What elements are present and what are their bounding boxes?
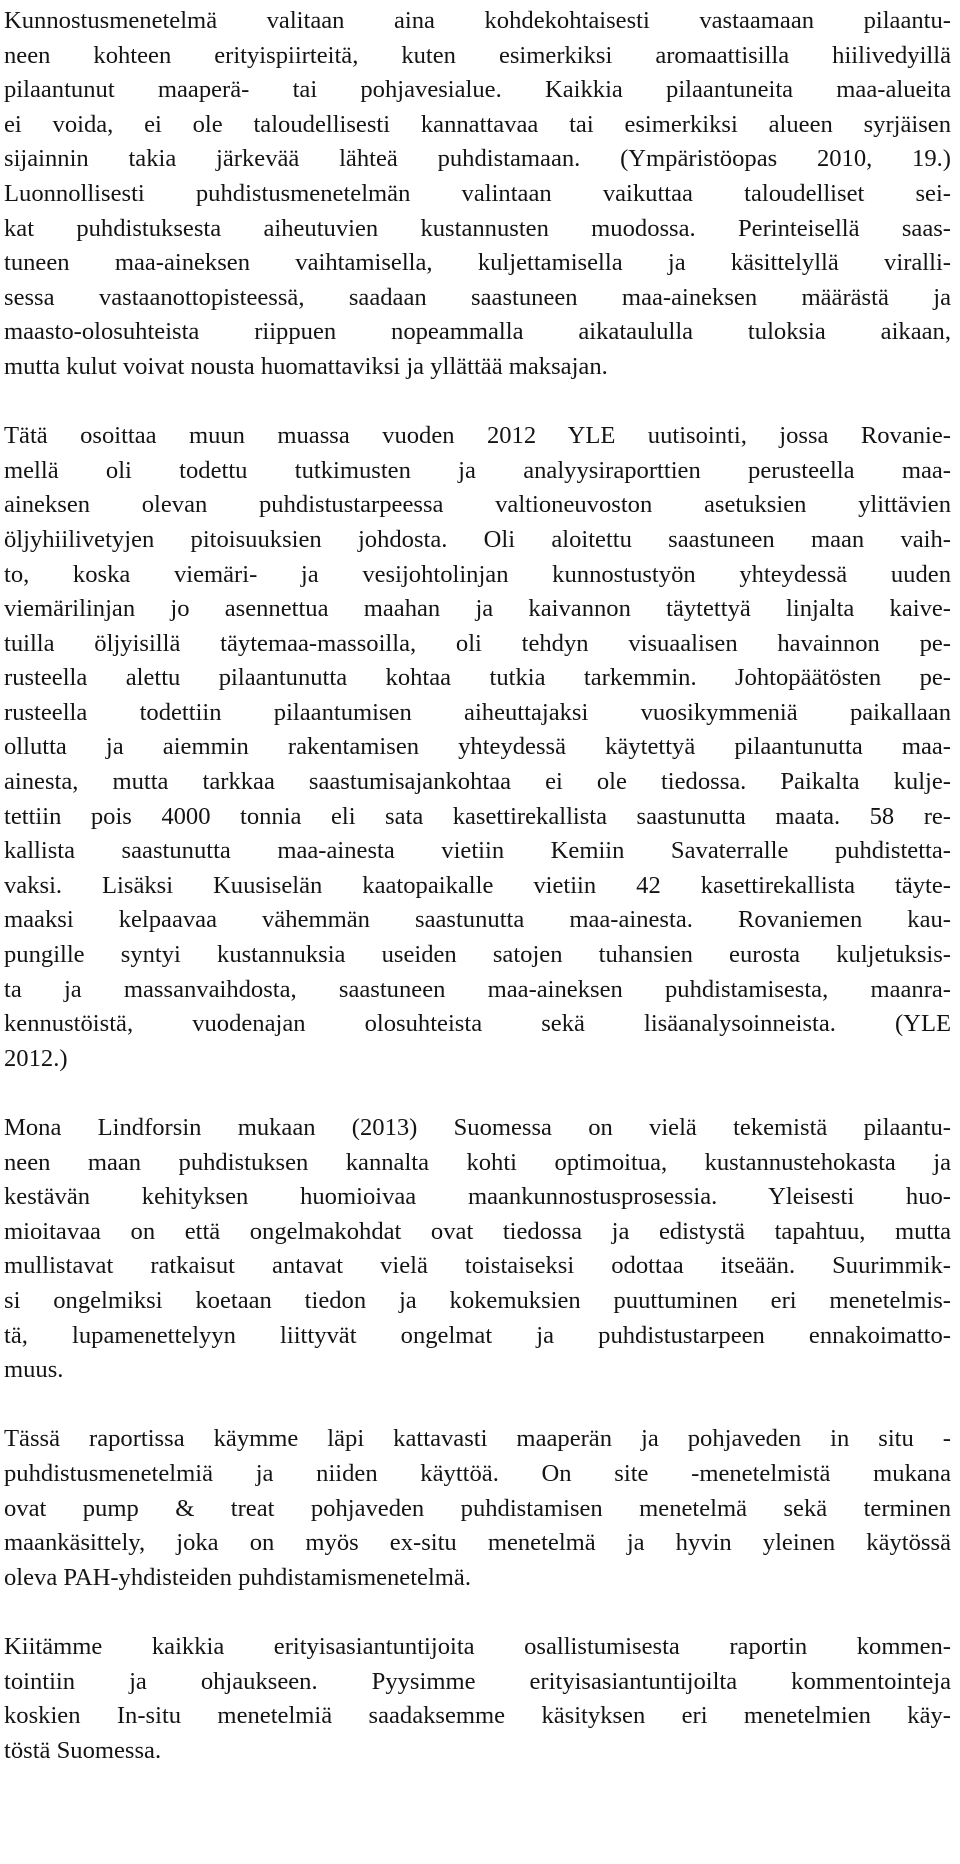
- text-line: Kiitämme kaikkia erityisasiantuntijoita osallistumisesta raportin kommen-: [4, 1632, 951, 1660]
- text-line: ei voida, ei ole taloudellisesti kannattavaa tai esimerkiksi alueen syrjäisen: [4, 110, 951, 138]
- text-line: rusteella todettiin pilaantumisen aiheuttajaksi vuosikymmeniä paikallaan: [4, 698, 951, 726]
- body-paragraph-2: [4, 419, 951, 1076]
- text-line: Tätä osoittaa muun muassa vuoden 2012 YLE uutisointi, jossa Rovanie-: [4, 422, 951, 450]
- text-line: mullistavat ratkaisut antavat vielä toistaiseksi odottaa itseään. Suurimmik-: [4, 1252, 951, 1280]
- text-line: kallista saastunutta maa-ainesta vietiin Kemiin Savaterralle puhdistetta-: [4, 837, 951, 865]
- text-line: Kunnostusmenetelmä valitaan aina kohdekohtaisesti vastaamaan pilaantu-: [4, 7, 951, 34]
- text-line: kennustöistä, vuodenajan olosuhteista sekä lisäanalysoinneista. (YLE: [4, 1010, 951, 1038]
- text-line: mutta kulut voivat nousta huomattaviksi ja yllättää maksajan.: [4, 352, 608, 380]
- text-line: maasto-olosuhteista riippuen nopeammalla aikataululla tuloksia aikaan,: [4, 318, 951, 346]
- text-line: sessa vastaanottopisteessä, saadaan saastuneen maa-aineksen määrästä ja: [4, 283, 951, 311]
- text-line: oleva PAH-yhdisteiden puhdistamismenetelmä.: [4, 1563, 471, 1591]
- text-line: ovat pump & treat pohjaveden puhdistamisen menetelmä sekä terminen: [4, 1494, 951, 1522]
- text-line: mioitavaa on että ongelmakohdat ovat tiedossa ja edistystä tapahtuu, mutta: [4, 1217, 951, 1245]
- paragraph-gap: [4, 1076, 951, 1111]
- text-line: tointiin ja ohjaukseen. Pyysimme erityisasiantuntijoilta kommentointeja: [4, 1667, 951, 1695]
- body-paragraph-3: [4, 1111, 951, 1388]
- text-line: Luonnollisesti puhdistusmenetelmän valintaan vaikuttaa taloudelliset sei-: [4, 179, 951, 207]
- text-line: pilaantunut maaperä- tai pohjavesialue. Kaikkia pilaantuneita maa-alueita: [4, 76, 951, 104]
- body-paragraph-1: [4, 4, 951, 385]
- text-line: 2012.): [4, 1044, 68, 1072]
- text-line: kat puhdistuksesta aiheutuvien kustannusten muodossa. Perinteisellä saas-: [4, 214, 951, 242]
- text-line: muus.: [4, 1356, 64, 1384]
- text-line: viemärilinjan jo asennettua maahan ja kaivannon täytettyä linjalta kaive-: [4, 595, 951, 623]
- text-line: neen maan puhdistuksen kannalta kohti optimoitua, kustannustehokasta ja: [4, 1148, 951, 1176]
- text-line: sijainnin takia järkevää lähteä puhdistamaan. (Ympäristöopas 2010, 19.): [4, 145, 951, 173]
- text-line: maaksi kelpaavaa vähemmän saastunutta maa-ainesta. Rovaniemen kau-: [4, 906, 951, 934]
- text-line: pungille syntyi kustannuksia useiden satojen tuhansien eurosta kuljetuksis-: [4, 941, 951, 969]
- paragraph-gap: [4, 1388, 951, 1423]
- text-line: ainesta, mutta tarkkaa saastumisajankohtaa ei ole tiedossa. Paikalta kulje-: [4, 768, 951, 796]
- text-line: töstä Suomessa.: [4, 1736, 162, 1764]
- text-line: tettiin pois 4000 tonnia eli sata kasettirekallista saastunutta maata. 58 re-: [4, 802, 951, 830]
- text-line: vaksi. Lisäksi Kuusiselän kaatopaikalle vietiin 42 kasettirekallista täyte-: [4, 871, 951, 899]
- text-line: Mona Lindforsin mukaan (2013) Suomessa on vielä tekemistä pilaantu-: [4, 1114, 951, 1141]
- text-line: öljyhiilivetyjen pitoisuuksien johdosta. Oli aloitettu saastuneen maan vaih-: [4, 525, 951, 553]
- text-line: puhdistusmenetelmiä ja niiden käyttöä. On site -menetelmistä mukana: [4, 1459, 951, 1487]
- body-paragraph-5: [4, 1630, 951, 1768]
- text-line: neen kohteen erityispiirteitä, kuten esimerkiksi aromaattisilla hiilivedyillä: [4, 41, 951, 69]
- text-line: koskien In-situ menetelmiä saadaksemme käsityksen eri menetelmien käy-: [4, 1702, 951, 1730]
- text-line: tä, lupamenettelyyn liittyvät ongelmat ja puhdistustarpeen ennakoimatto-: [4, 1321, 951, 1349]
- text-line: si ongelmiksi koetaan tiedon ja kokemuksien puuttuminen eri menetelmis-: [4, 1286, 951, 1314]
- body-paragraph-4: [4, 1422, 951, 1595]
- text-line: aineksen olevan puhdistustarpeessa valtioneuvoston asetuksien ylittävien: [4, 491, 951, 519]
- text-line: kestävän kehityksen huomioivaa maankunnostusprosessia. Yleisesti huo-: [4, 1183, 951, 1211]
- text-line: ollutta ja aiemmin rakentamisen yhteydessä käytettyä pilaantunutta maa-: [4, 733, 951, 761]
- text-line: Tässä raportissa käymme läpi kattavasti maaperän ja pohjaveden in situ -: [4, 1425, 951, 1453]
- text-line: rusteella alettu pilaantunutta kohtaa tutkia tarkemmin. Johtopäätösten pe-: [4, 664, 951, 692]
- paragraph-gap: [4, 1595, 951, 1630]
- text-line: mellä oli todettu tutkimusten ja analyysiraporttien perusteella maa-: [4, 456, 951, 484]
- text-line: to, koska viemäri- ja vesijohtolinjan kunnostustyön yhteydessä uuden: [4, 560, 951, 588]
- paragraph-gap: [4, 385, 951, 420]
- text-line: maankäsittely, joka on myös ex-situ menetelmä ja hyvin yleinen käytössä: [4, 1529, 951, 1557]
- text-line: ta ja massanvaihdosta, saastuneen maa-aineksen puhdistamisesta, maanra-: [4, 975, 951, 1003]
- text-line: tuilla öljyisillä täytemaa-massoilla, oli tehdyn visuaalisen havainnon pe-: [4, 629, 951, 657]
- text-line: tuneen maa-aineksen vaihtamisella, kuljettamisella ja käsittelyllä viralli-: [4, 249, 951, 277]
- document-page: [4, 4, 951, 1768]
